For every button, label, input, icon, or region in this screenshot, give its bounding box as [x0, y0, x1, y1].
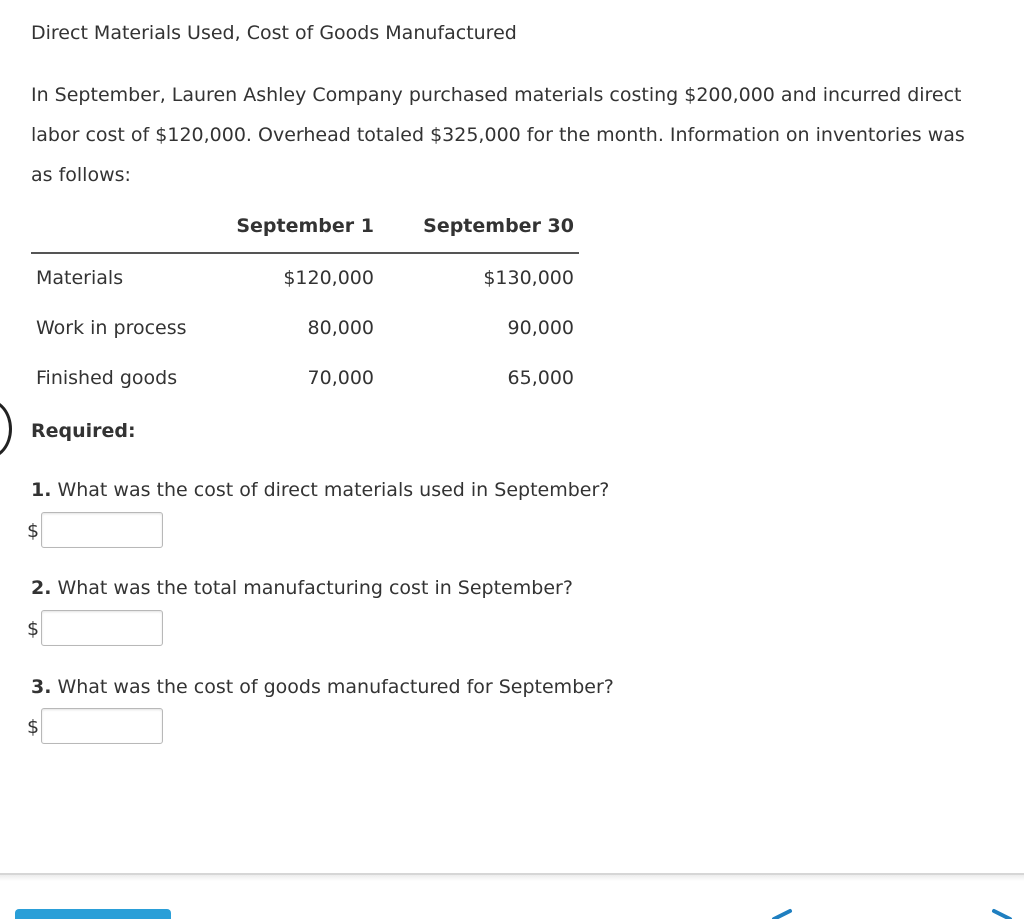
cell-september-1: 70,000 [307, 367, 374, 389]
dollar-sign: $ [27, 716, 40, 738]
question-text: What was the cost of goods manufactured for September? [57, 676, 614, 698]
intro-line: labor cost of $120,000. Overhead totaled $325,000 for the month. Information on inventories was [31, 124, 965, 146]
question-text: What was the cost of direct materials used in September? [57, 479, 610, 501]
chevron-right-icon[interactable] [990, 905, 1014, 919]
question-number: 3. [31, 676, 52, 698]
answer-input-3[interactable] [41, 708, 163, 744]
cell-september-30: $130,000 [483, 267, 574, 289]
row-label: Work in process [36, 317, 187, 339]
problem-title: Direct Materials Used, Cost of Goods Manufactured [31, 22, 517, 44]
column-header-september-1: September 1 [236, 215, 374, 237]
chevron-left-icon[interactable] [770, 905, 794, 919]
answer-input-2[interactable] [41, 610, 163, 646]
required-heading: Required: [31, 420, 136, 442]
question-3 [31, 676, 614, 698]
question-text: What was the total manufacturing cost in September? [57, 577, 573, 599]
question-number: 1. [31, 479, 52, 501]
inventory-table-header [31, 210, 579, 254]
cell-september-30: 90,000 [507, 317, 574, 339]
question-number: 2. [31, 577, 52, 599]
problem-intro [31, 75, 1023, 195]
inventory-table [31, 210, 579, 404]
question-2 [31, 577, 573, 599]
question-1 [31, 479, 609, 501]
answer-input-1[interactable] [41, 512, 163, 548]
column-header-september-30: September 30 [423, 215, 574, 237]
dollar-sign: $ [27, 520, 40, 542]
footer-action-button[interactable] [15, 909, 171, 919]
footer-shadow [0, 875, 1024, 881]
intro-line: In September, Lauren Ashley Company purchased materials costing $200,000 and incurred direct [31, 84, 962, 106]
table-row [31, 304, 579, 354]
cell-september-1: $120,000 [283, 267, 374, 289]
intro-line: as follows: [31, 164, 131, 186]
cell-september-1: 80,000 [307, 317, 374, 339]
margin-bracket-mark [0, 399, 12, 459]
row-label: Finished goods [36, 367, 178, 389]
row-label: Materials [36, 267, 124, 289]
table-row [31, 254, 579, 304]
table-row [31, 354, 579, 404]
cell-september-30: 65,000 [507, 367, 574, 389]
dollar-sign: $ [27, 618, 40, 640]
